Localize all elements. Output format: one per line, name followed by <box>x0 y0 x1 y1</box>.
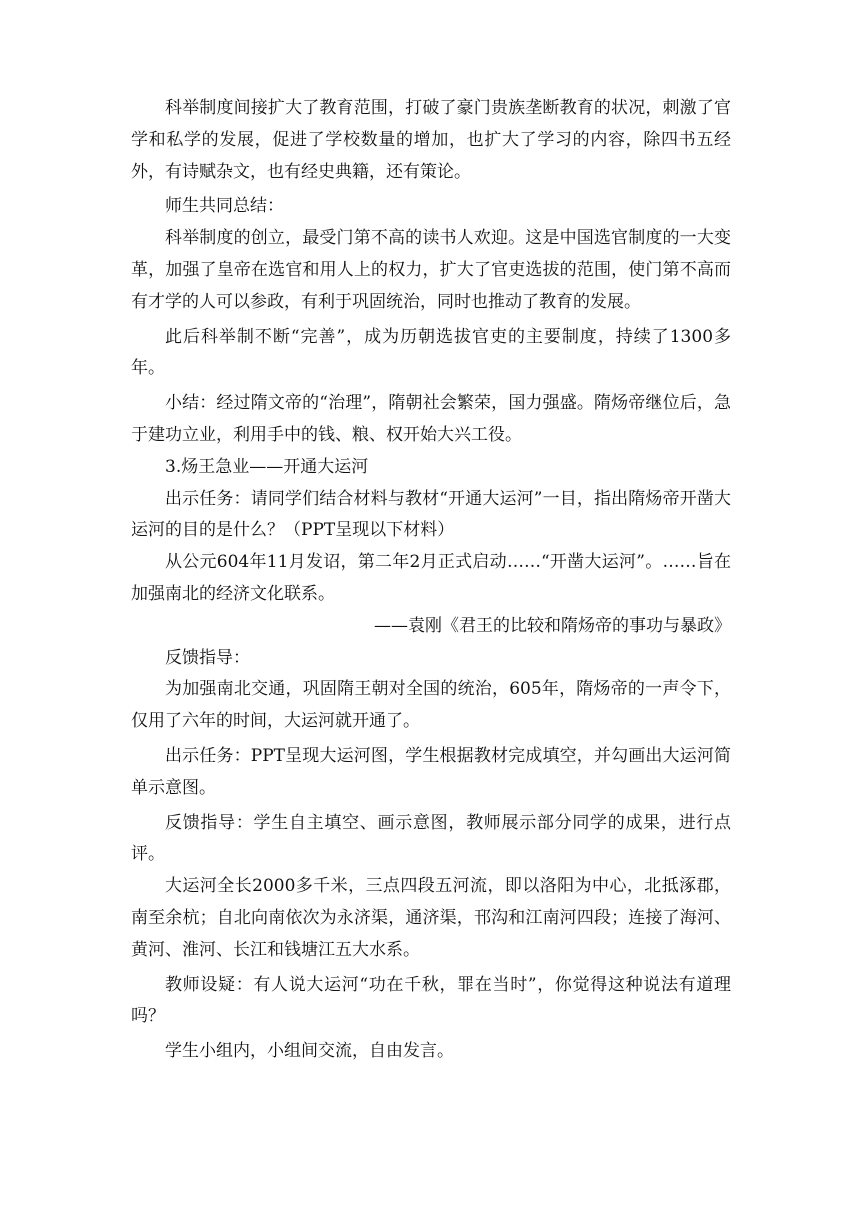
document-body <box>131 93 731 1068</box>
quote-citation: ——袁刚《君王的比较和隋炀帝的事功与暴政》 <box>374 615 731 636</box>
paragraph-summary-heading: 师生共同总结： <box>165 196 284 217</box>
paragraph-keju-significance: 科举制度的创立，最受门第不高的读书人欢迎。这是中国选官制度的一大变革，加强了皇帝在选官和用人上的权力，扩大了官吏选拔的范围，使门第不高而有才学的人可以参政，有利于巩固统治，同时也推动了教育的发展。 <box>131 228 731 312</box>
paragraph-canal-opening: 为加强南北交通，巩固隋王朝对全国的统治，605年，隋炀帝的一声令下，仅用了六年的时间，大运河就开通了。 <box>131 679 731 732</box>
paragraph-task-map: 出示任务：PPT呈现大运河图，学生根据教材完成填空，并勾画出大运河简单示意图。 <box>131 745 731 798</box>
paragraph-teacher-question: 教师设疑：有人说大运河“功在千秋，罪在当时”，你觉得这种说法有道理吗？ <box>131 974 731 1027</box>
paragraph-canal-facts: 大运河全长2000多千米，三点四段五河流，即以洛阳为中心，北抵涿郡，南至余杭；自北向南依次为永济渠，通济渠，邗沟和江南河四段；连接了海河、黄河、淮河、长江和钱塘江五大水系。 <box>131 876 731 960</box>
paragraph-keju-education: 科举制度间接扩大了教育范围，打破了豪门贵族垄断教育的状况，刺激了官学和私学的发展，促进了学校数量的增加，也扩大了学习的内容，除四书五经外，有诗赋杂文，也有经史典籍，还有策论。 <box>131 98 731 182</box>
paragraph-keju-duration: 此后科举制不断“完善”，成为历朝选拔官吏的主要制度，持续了1300多年。 <box>131 326 731 379</box>
paragraph-feedback-heading: 反馈指导： <box>165 647 250 668</box>
paragraph-student-discussion: 学生小组内，小组间交流，自由发言。 <box>165 1041 454 1062</box>
paragraph-conclusion: 小结：经过隋文帝的“治理”，隋朝社会繁荣，国力强盛。隋炀帝继位后，急于建功立业，利用手中的钱、粮、权开始大兴工役。 <box>131 393 731 445</box>
paragraph-feedback-map: 反馈指导：学生自主填空、画示意图，教师展示部分同学的成果，进行点评。 <box>131 812 731 865</box>
section-heading-grand-canal: 3.炀王急业——开通大运河 <box>165 456 369 477</box>
paragraph-task-purpose: 出示任务：请同学们结合材料与教材“开通大运河”一目，指出隋炀帝开凿大运河的目的是什么？（PPT呈现以下材料） <box>131 488 731 541</box>
paragraph-material-quote: 从公元604年11月发诏，第二年2月正式启动……“开凿大运河”。……旨在加强南北的经济文化联系。 <box>131 552 731 604</box>
